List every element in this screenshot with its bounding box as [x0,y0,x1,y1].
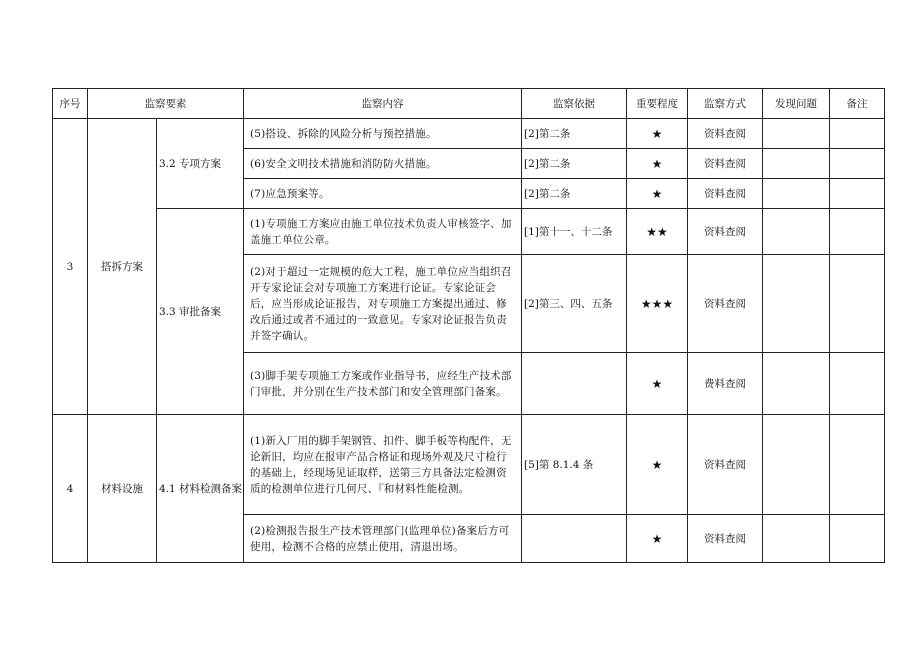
problems-cell [763,415,830,515]
problems-cell [763,179,830,209]
remarks-cell [830,209,885,255]
header-importance: 重要程度 [627,89,688,119]
group-number: 3 [53,119,88,415]
group-element: 材料设施 [88,415,157,563]
content-cell: (1)新入厂用的脚手架钢管、扣件、脚手板等构配件，无论新旧，均应在报审产品合格证和现场外观及尺寸检行的基础上，经现场见证取样，送第三方具备法定检测资质的检测单位进行几何尺、『和材料性能检测。 [244,415,522,515]
table-row [53,119,885,149]
method-cell: 费料查阅 [688,353,763,415]
table-row [53,209,885,255]
importance-stars: ★ [627,515,688,563]
method-cell: 资料查阅 [688,415,763,515]
importance-stars: ★ [627,119,688,149]
basis-cell: [2]第三、四、五条 [522,255,627,353]
method-cell: 资料查阅 [688,179,763,209]
content-cell: (2)对于超过一定规模的危大工程，施工单位应当组织召开专家论证会对专项施工方案进行论证。专家论证会后，应当形成论证报告，对专项施工方案提出通过、修改后通过或者不通过的一致意见。专家对论证报告负责并签字确认。 [244,255,522,353]
problems-cell [763,209,830,255]
importance-stars: ★ [627,149,688,179]
method-cell: 资料查阅 [688,119,763,149]
basis-cell: [5]第 8.1.4 条 [522,415,627,515]
header-basis: 监察依据 [522,89,627,119]
problems-cell [763,515,830,563]
sub-element-name: 3.3 审批备案 [157,209,244,415]
header-content: 监察内容 [244,89,522,119]
basis-cell: [2]第二条 [522,119,627,149]
group-element: 搭拆方案 [88,119,157,415]
remarks-cell [830,353,885,415]
problems-cell [763,353,830,415]
sub-element-name: 4.1 材料检测备案 [157,415,244,563]
basis-cell [522,353,627,415]
content-cell: (3)脚手架专项施工方案或作业指导书，应经生产技术部门审批，并分别在生产技术部门和安全管理部门备案。 [244,353,522,415]
method-cell: 资料查阅 [688,149,763,179]
importance-stars: ★★★ [627,255,688,353]
content-cell: (5)搭设、拆除的风险分析与预控措施。 [244,119,522,149]
header-no: 序号 [53,89,88,119]
problems-cell [763,255,830,353]
group-number: 4 [53,415,88,563]
header-element: 监察要素 [88,89,244,119]
basis-cell: [1]第十一、十二条 [522,209,627,255]
remarks-cell [830,149,885,179]
content-cell: (7)应急预案等。 [244,179,522,209]
problems-cell [763,119,830,149]
remarks-cell [830,415,885,515]
header-remarks: 备注 [830,89,885,119]
table-row [53,415,885,515]
header-method: 监察方式 [688,89,763,119]
content-cell: (2)检测报告报生产技术管理部门(监理单位)备案后方可使用，检测不合格的应禁止使用，清退出场。 [244,515,522,563]
method-cell: 资料查阅 [688,255,763,353]
remarks-cell [830,255,885,353]
content-cell: (1)专项施工方案应由施工单位技术负责人审核签字、加盖施工单位公章。 [244,209,522,255]
header-row [53,89,885,119]
basis-cell: [2]第二条 [522,149,627,179]
method-cell: 资料查阅 [688,209,763,255]
basis-cell [522,515,627,563]
header-problems: 发现问题 [763,89,830,119]
problems-cell [763,149,830,179]
sub-element-name: 3.2 专项方案 [157,119,244,209]
basis-cell: [2]第二条 [522,179,627,209]
remarks-cell [830,515,885,563]
importance-stars: ★★ [627,209,688,255]
inspection-table [52,88,885,563]
method-cell: 资料查阅 [688,515,763,563]
importance-stars: ★ [627,353,688,415]
importance-stars: ★ [627,415,688,515]
importance-stars: ★ [627,179,688,209]
content-cell: (6)安全文明技术措施和消防防火措施。 [244,149,522,179]
remarks-cell [830,179,885,209]
remarks-cell [830,119,885,149]
